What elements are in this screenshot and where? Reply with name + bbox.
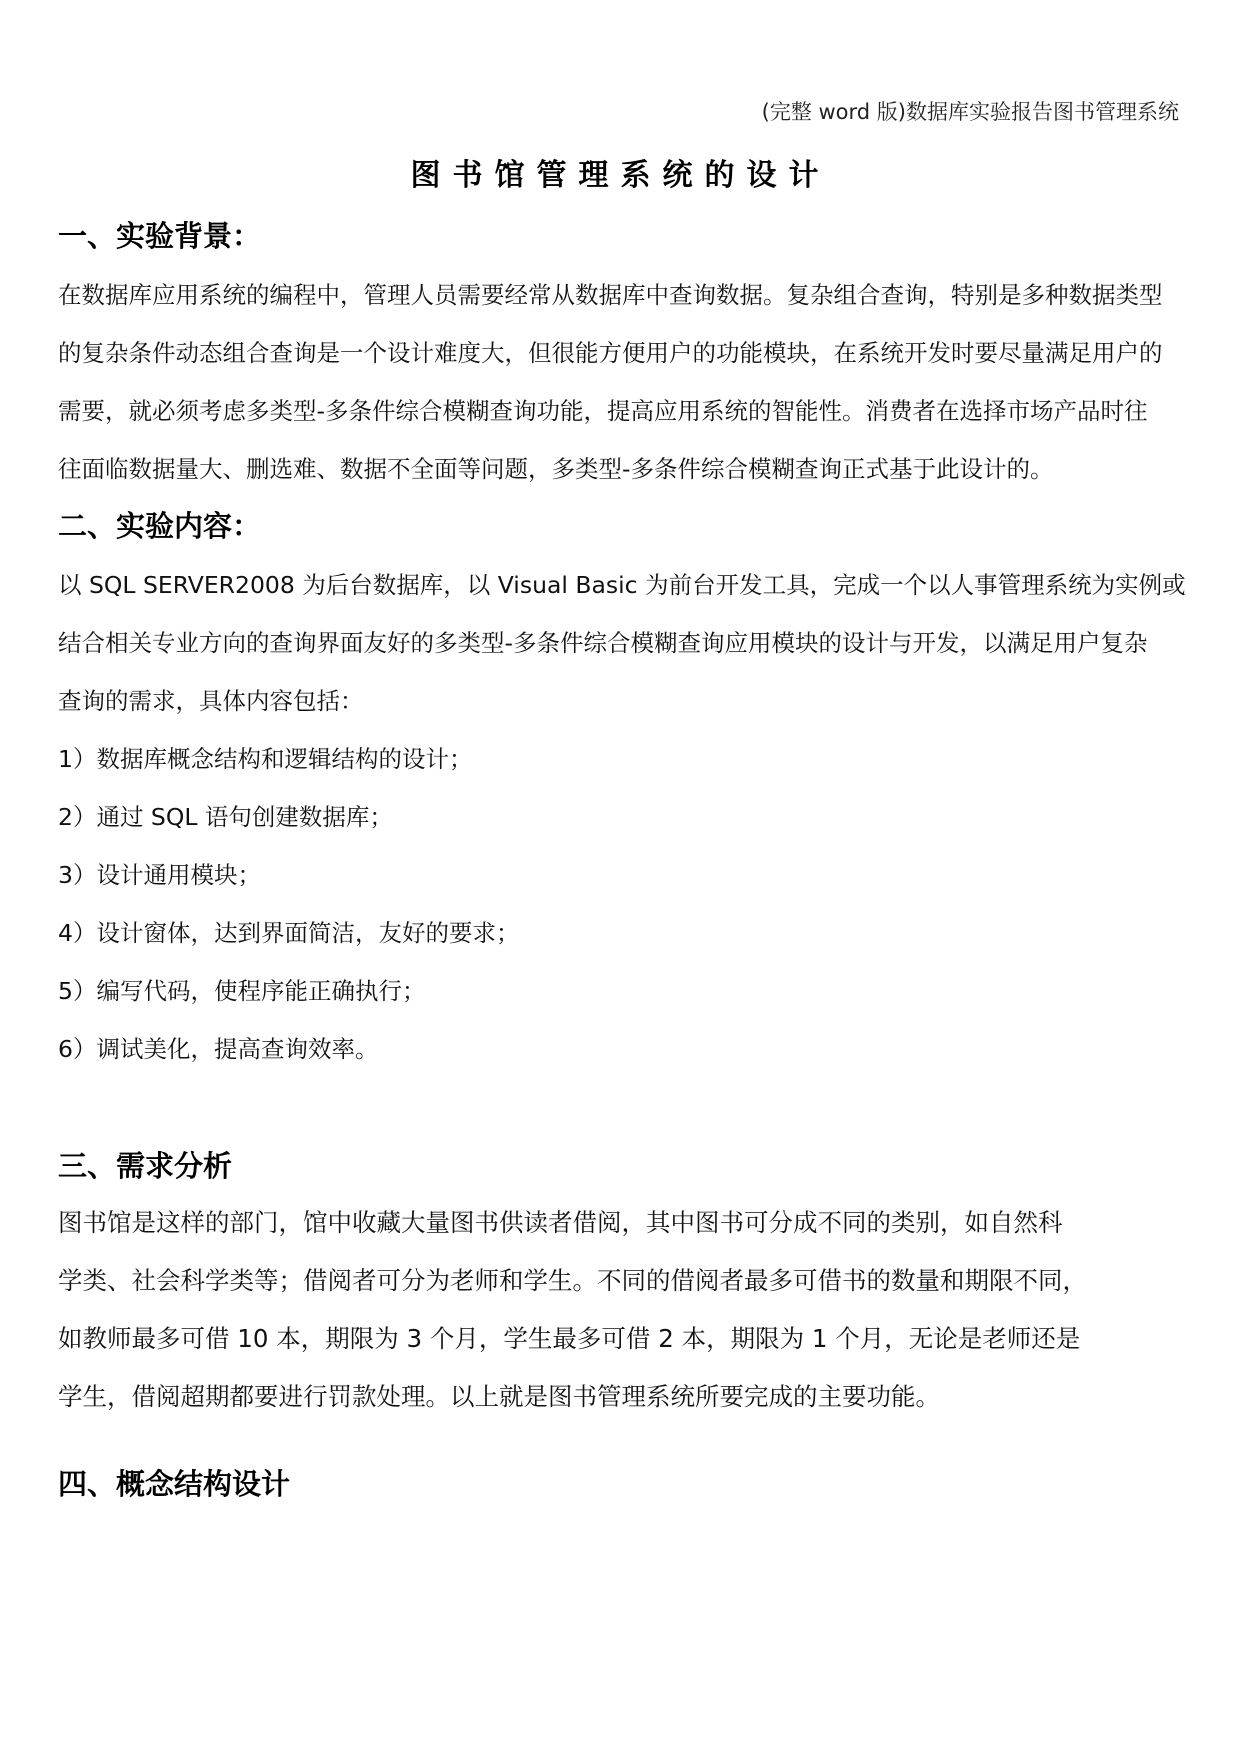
list-item: 3）设计通用模块； <box>58 861 261 889</box>
paragraph-line: 结合相关专业方向的查询界面友好的多类型-多条件综合模糊查询应用模块的设计与开发，以满足用户复杂 <box>58 629 1148 657</box>
section-heading-background: 一、实验背景： <box>58 219 262 253</box>
list-item: 6）调试美化，提高查询效率。 <box>58 1035 379 1063</box>
section-heading-content: 二、实验内容： <box>58 509 262 543</box>
section-heading-conceptual-design: 四、概念结构设计 <box>58 1467 291 1501</box>
paragraph-line: 需要，就必须考虑多类型-多条件综合模糊查询功能，提高应用系统的智能性。消费者在选择市场产品时往 <box>58 397 1148 425</box>
paragraph-line: 如教师最多可借 10 本，期限为 3 个月，学生最多可借 2 本，期限为 1 个月，无论是老师还是 <box>58 1324 1081 1353</box>
list-item: 1）数据库概念结构和逻辑结构的设计； <box>58 745 473 773</box>
list-item: 2）通过 SQL 语句创建数据库； <box>58 803 393 831</box>
list-item: 4）设计窗体，达到界面简洁，友好的要求； <box>58 919 520 947</box>
paragraph-line: 以 SQL SERVER2008 为后台数据库，以 Visual Basic 为前台开发工具，完成一个以人事管理系统为实例或 <box>58 571 1186 599</box>
paragraph-line: 查询的需求，具体内容包括： <box>58 687 364 715</box>
paragraph-line: 的复杂条件动态组合查询是一个设计难度大，但很能方便用户的功能模块，在系统开发时要尽量满足用户的 <box>58 339 1163 367</box>
section-heading-requirements: 三、需求分析 <box>58 1149 233 1183</box>
document-title: 图书馆管理系统的设计 <box>410 158 831 193</box>
paragraph-line: 学生，借阅超期都要进行罚款处理。以上就是图书管理系统所要完成的主要功能。 <box>58 1382 940 1411</box>
paragraph-line: 往面临数据量大、删选难、数据不全面等问题，多类型-多条件综合模糊查询正式基于此设计的。 <box>58 455 1054 483</box>
paragraph-line: 学类、社会科学类等；借阅者可分为老师和学生。不同的借阅者最多可借书的数量和期限不同， <box>58 1266 1087 1295</box>
running-header: (完整 word 版)数据库实验报告图书管理系统 <box>761 100 1179 124</box>
paragraph-line: 在数据库应用系统的编程中，管理人员需要经常从数据库中查询数据。复杂组合查询，特别是多种数据类型 <box>58 281 1163 309</box>
list-item: 5）编写代码，使程序能正确执行； <box>58 977 426 1005</box>
paragraph-line: 图书馆是这样的部门，馆中收藏大量图书供读者借阅，其中图书可分成不同的类别，如自然科 <box>58 1208 1063 1237</box>
